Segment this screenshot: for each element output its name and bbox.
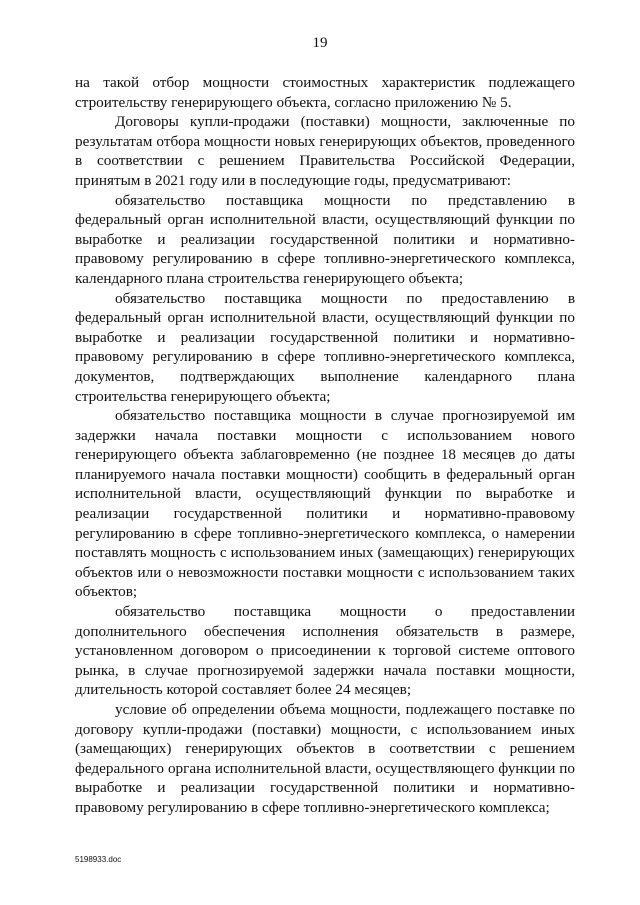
paragraph-obligation-calendar-plan: обязательство поставщика мощности по представлению в федеральный орган исполнительной власти, осуществляющий функции по выработке и реализации государственной политики и нормативно-правовому регулированию в сфере топливно-энергетического комплекса, календарного плана строительства генерирующего объекта;	[75, 191, 575, 287]
document-body	[75, 73, 575, 818]
footer-file-code: 5198933.doc	[75, 855, 122, 864]
paragraph-condition-capacity-volume: условие об определении объема мощности, подлежащего поставке по договору купли-продажи (поставки) мощности, с использованием иных (замещающих) генерирующих объектов в соответствии с решением федерального органа исполнительной власти, осуществляющего функции по выработке и реализации государственной политики и нормативно-правовому регулированию в сфере топливно-энергетического комплекса;	[75, 701, 575, 816]
paragraph-obligation-documents: обязательство поставщика мощности по предоставлению в федеральный орган исполнительной власти, осуществляющий функции по выработке и реализации государственной политики и нормативно-правовому регулированию в сфере топливно-энергетического комплекса, документов, подтверждающих выполнение календарного плана строительства генерирующего объекта;	[75, 289, 575, 405]
paragraph-contracts-intro: Договоры купли-продажи (поставки) мощности, заключенные по результатам отбора мощности новых генерирующих объектов, проведенного в соответствии с решением Правительства Российской Федерации, принятым в 2021 году или в последующие годы, предусматривают:	[75, 113, 575, 189]
page-number: 19	[312, 35, 328, 51]
paragraph-continuation: на такой отбор мощности стоимостных характеристик подлежащего строительству генерирующего объекта, согласно приложению № 5.	[75, 74, 575, 111]
paragraph-obligation-delay-notice: обязательство поставщика мощности в случае прогнозируемой им задержки начала поставки мощности с использованием нового генерирующего объекта заблаговременно (не позднее 18 месяцев до даты планируемого начала поставки мощности) сообщить в федеральный орган исполнительной власти, осуществляющий функции по выработке и реализации государственной политики и нормативно-правовому регулированию в сфере топливно-энергетического комплекса, о намерении поставлять мощность с использованием иных (замещающих) генерирующих объектов или о невозможности поставки мощности с использованием таких объектов;	[75, 407, 575, 601]
paragraph-obligation-additional-security: обязательство поставщика мощности о предоставлении дополнительного обеспечения исполнения обязательств в размере, установленном договором о присоединении к торговой системе оптового рынка, в случае прогнозируемой задержки начала поставки мощности, длительность которой составляет более 24 месяцев;	[75, 603, 575, 699]
